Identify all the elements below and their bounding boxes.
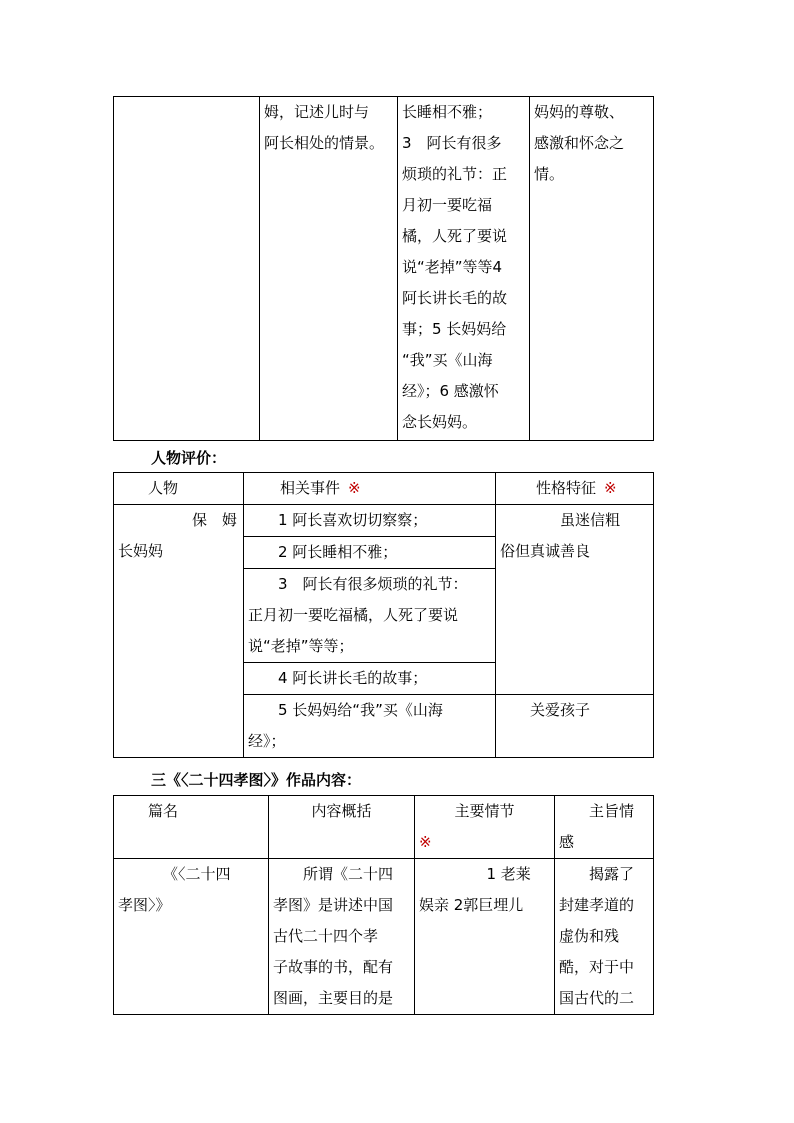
header-label: 人物 [148, 479, 179, 497]
cell-person [114, 505, 244, 758]
text-line: 俗但真诚善良 [500, 542, 591, 560]
text-line: 图画，主要目的是 [273, 989, 394, 1007]
text-line: 古代二十四个孝 [273, 927, 379, 945]
header-events [244, 473, 496, 505]
text-line: 长妈妈 [118, 542, 164, 560]
text-line: 长睡相不雅； [402, 103, 493, 121]
text-line: 正月初一要吃福橘，人死了要说 [248, 606, 459, 624]
table-header-row [114, 796, 654, 859]
text-line: 娱亲 2郭巨埋儿 [419, 896, 524, 914]
header-summary [269, 796, 415, 859]
text-line: 经》； [248, 732, 286, 750]
cell-summary [260, 97, 398, 441]
text-line: 3 阿长有很多 [402, 134, 502, 152]
text-line: 封建孝道的 [559, 896, 635, 914]
text-line: 所谓《二十四 [303, 865, 394, 883]
table-row [114, 859, 654, 1015]
text-line: 1 阿长喜欢切切察察； [278, 511, 428, 529]
text-line: 3 阿长有很多烦琐的礼节： [278, 575, 468, 593]
header-label: 相关事件 [280, 479, 341, 497]
text-line: 揭露了 [589, 865, 635, 883]
text-line: 《〈二十四 [163, 865, 231, 883]
text-line: 2 阿长睡相不雅； [278, 543, 398, 561]
text-line: 阿长讲长毛的故 [402, 289, 508, 307]
cell-event [244, 505, 496, 537]
text-line: 说“老掉”等等； [248, 637, 354, 655]
header-label: 内容概括 [311, 802, 372, 820]
text-line: 虚伪和残 [559, 927, 620, 945]
work-content-table [113, 795, 654, 1015]
section-heading-work-content: 三《〈二十四孝图〉》作品内容： [151, 771, 362, 789]
cell-empty [114, 97, 260, 441]
header-traits [496, 473, 654, 505]
cell-summary [269, 859, 415, 1015]
text-line: 5 长妈妈给“我”买《山海 [278, 701, 443, 719]
text-line: 子故事的书，配有 [273, 958, 394, 976]
text-line: 姆，记述儿时与 [264, 103, 370, 121]
header-title [114, 796, 269, 859]
header-label: 篇名 [148, 802, 179, 820]
cell-trait [496, 505, 654, 695]
header-person [114, 473, 244, 505]
table-row [114, 97, 654, 441]
cell-trait [496, 695, 654, 758]
reference-mark: ※ [419, 833, 432, 851]
text-line: 国古代的二 [559, 989, 635, 1007]
header-plot [415, 796, 555, 859]
cell-plot [398, 97, 530, 441]
character-evaluation-table [113, 472, 654, 758]
table-header-row [114, 473, 654, 505]
text-line: 孝图〉》 [118, 896, 171, 914]
cell-event [244, 569, 496, 663]
cell-event [244, 663, 496, 695]
text-line: 酷，对于中 [559, 958, 635, 976]
text-line: 关爱孩子 [530, 701, 591, 719]
table-row [114, 505, 654, 537]
header-label: 主旨情 [589, 802, 635, 820]
cell-event [244, 695, 496, 758]
text-line: “我”买《山海 [402, 351, 493, 369]
text-line: 保 姆 [191, 511, 237, 529]
text-line: 妈妈的尊敬、 [534, 103, 625, 121]
table-continued [113, 96, 654, 441]
reference-mark: ※ [604, 479, 617, 497]
text-line: 月初一要吃福 [402, 196, 493, 214]
text-line: 说“老掉”等等4 [402, 258, 503, 276]
text-line: 孝图》是讲述中国 [273, 896, 394, 914]
text-line: 念长妈妈。 [402, 413, 478, 431]
reference-mark: ※ [348, 479, 361, 497]
text-line: 4 阿长讲长毛的故事； [278, 669, 428, 687]
text-line: 经》；6 感激怀 [402, 382, 499, 400]
cell-plot [415, 859, 555, 1015]
cell-theme [530, 97, 654, 441]
text-line: 烦琐的礼节：正 [402, 165, 508, 183]
header-label: 感 [559, 833, 575, 851]
text-line: 虽迷信粗 [560, 511, 621, 529]
text-line: 1 老莱 [486, 865, 531, 883]
header-theme [555, 796, 654, 859]
section-heading-character-evaluation: 人物评价： [151, 449, 227, 467]
cell-event [244, 537, 496, 569]
header-label: 性格特征 [536, 479, 597, 497]
text-line: 感激和怀念之 [534, 134, 625, 152]
cell-theme [555, 859, 654, 1015]
text-line: 阿长相处的情景。 [264, 134, 385, 152]
cell-title [114, 859, 269, 1015]
text-line: 橘，人死了要说 [402, 227, 508, 245]
header-label: 主要情节 [454, 802, 515, 820]
text-line: 情。 [534, 165, 565, 183]
text-line: 事；5 长妈妈给 [402, 320, 507, 338]
